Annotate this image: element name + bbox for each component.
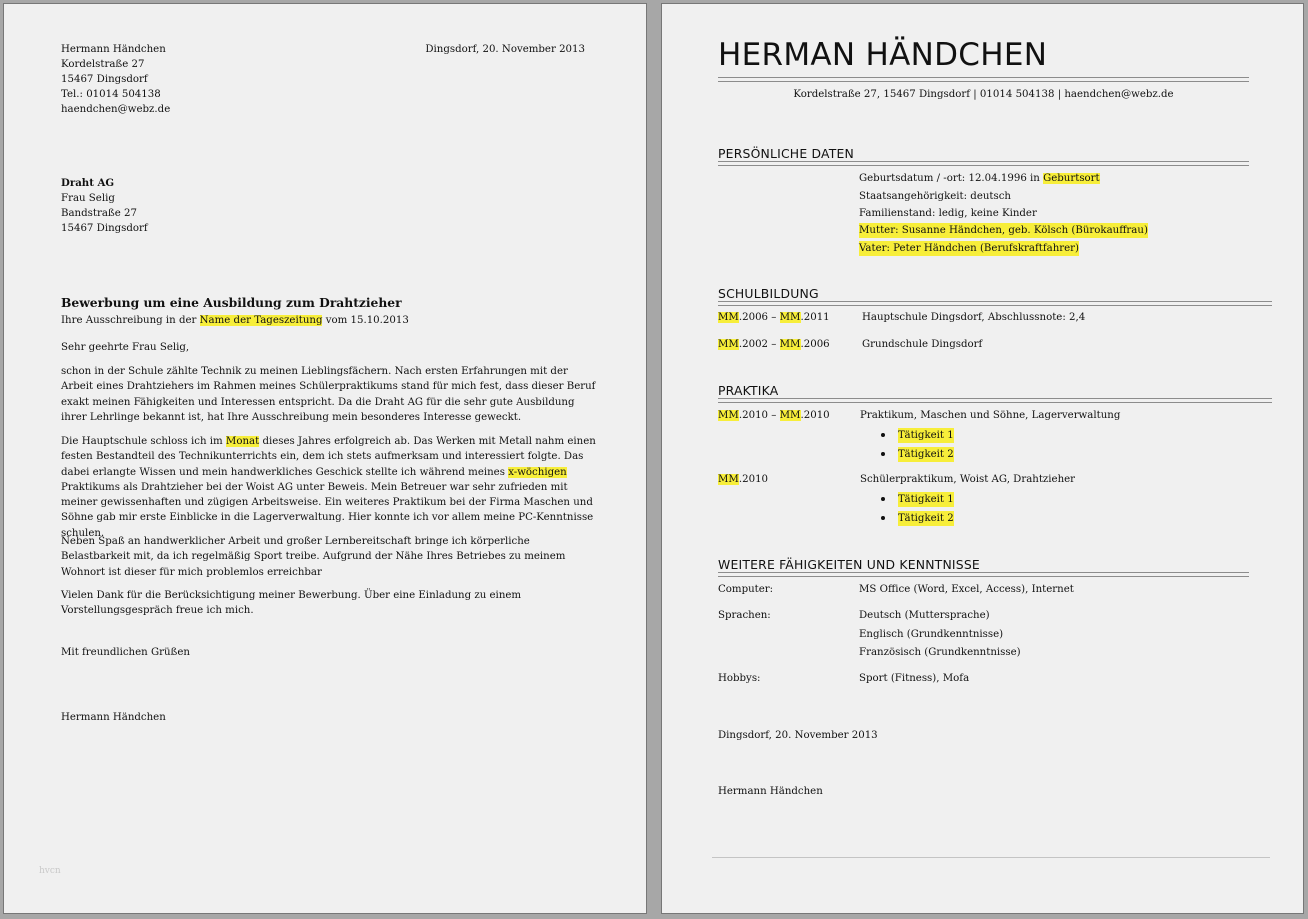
month-placeholder: MM xyxy=(779,312,801,323)
hobbies-label: Hobbys: xyxy=(718,673,761,684)
father-info: Vater: Peter Händchen (Berufskraftfahrer) xyxy=(859,243,1079,254)
section-rule-school xyxy=(718,301,1272,306)
languages-label: Sprachen: xyxy=(718,610,771,621)
computer-skills: MS Office (Word, Excel, Access), Internet xyxy=(859,584,1074,595)
page-footer: hvcn xyxy=(39,866,61,876)
recipient-street: Bandstraße 27 xyxy=(61,208,137,219)
subject-reference xyxy=(61,313,409,328)
cv-signature: Hermann Händchen xyxy=(718,786,823,797)
year-text: .2006 xyxy=(800,339,830,350)
bullet-icon xyxy=(881,497,885,501)
weeks-placeholder: x-wöchigen xyxy=(508,466,567,478)
internship-2-text: Schülerpraktikum, Woist AG, Drahtzieher xyxy=(860,474,1076,485)
contact-line: Kordelstraße 27, 15467 Dingsdorf | 01014 504138 | haendchen@webz.de xyxy=(793,89,1174,100)
recipient-contact: Frau Selig xyxy=(61,193,115,204)
sender-phone: Tel.: 01014 504138 xyxy=(61,89,161,100)
month-placeholder: MM xyxy=(718,312,739,323)
paragraph-1: schon in der Schule zählte Technik zu meinen Lieblingsfächern. Nach ersten Erfahrungen mit der Arbeit eines Drahtziehers im Rahmen meines Schülerpraktikums stand für mich fest, dass dieser Beruf exakt meinen Fähigkeiten und Interessen entspricht. Da die Draht AG für die sehr gute Ausbildung ihrer Lehrlinge bekannt ist, hat Ihre Ausschreibung mein besonderes Interesse geweckt. xyxy=(61,366,596,423)
reference-text: Ihre Ausschreibung in der xyxy=(61,315,200,326)
section-title-school: SCHULBILDUNG xyxy=(718,286,819,301)
internship-1-task-2: Tätigkeit 2 xyxy=(898,449,954,460)
year-text: .2010 xyxy=(800,410,830,421)
year-text: .2010 – xyxy=(738,410,780,421)
paragraph-2-text-c: Praktikums als Drahtzieher bei der Woist AG unter Beweis. Mein Betreuer war sehr zufrieden mit meiner gewissenhaften und zügigen Arbeitsweise. Ein weiteres Praktikum bei der Firma Maschen und Söhne gab mir erste Einblicke in die Lagerverwaltung. Hier konnte ich vor allem meine PC-Kenntnisse schulen. xyxy=(61,481,594,539)
sender-name: Hermann Händchen xyxy=(61,44,166,55)
month-placeholder: MM xyxy=(718,474,739,485)
bullet-icon xyxy=(881,433,885,437)
internship-2-dates xyxy=(718,472,768,487)
year-text: .2011 xyxy=(800,312,830,323)
internship-2-task-2: Tätigkeit 2 xyxy=(898,513,954,524)
birth-date: Geburtsdatum / -ort: 12.04.1996 in xyxy=(859,173,1044,184)
language-2: Englisch (Grundkenntnisse) xyxy=(859,629,1004,640)
bullet-icon xyxy=(881,516,885,520)
section-rule-personal xyxy=(718,161,1249,166)
month-placeholder: Monat xyxy=(225,436,260,447)
sender-city: 15467 Dingsdorf xyxy=(61,74,148,85)
salutation: Sehr geehrte Frau Selig, xyxy=(61,342,190,353)
paragraph-2-text-b: dieses Jahres erfolgreich ab. Das Werken mit Metall nahm einen festen Bestandteil des Technikunterrichts ein, dem ich stets aufmerksam und interessiert folgte. Das dabei erlangte Wissen und mein handwerkliches Geschick stellte ich während meines xyxy=(61,436,596,478)
internship-1-text: Praktikum, Maschen und Söhne, Lagerverwaltung xyxy=(860,410,1121,421)
internship-1-dates xyxy=(718,408,830,423)
internship-1-task-1: Tätigkeit 1 xyxy=(898,430,954,441)
month-placeholder: MM xyxy=(779,339,801,350)
year-text: .2010 xyxy=(738,474,769,485)
recipient-company: Draht AG xyxy=(61,177,115,189)
paragraph-2-text-a: Die Hauptschule schloss ich im xyxy=(61,436,226,447)
birthplace-placeholder: Geburtsort xyxy=(1043,173,1100,184)
name-divider xyxy=(718,77,1249,82)
recipient-city: 15467 Dingsdorf xyxy=(61,223,148,234)
mother-info: Mutter: Susanne Händchen, geb. Kölsch (Bürokauffrau) xyxy=(859,225,1148,236)
internship-2-task-1: Tätigkeit 1 xyxy=(898,494,954,505)
section-rule-internships xyxy=(718,398,1272,403)
hobbies: Sport (Fitness), Mofa xyxy=(859,673,970,684)
birth-line xyxy=(859,171,1100,186)
year-text: .2002 – xyxy=(738,339,780,350)
letter-subject: Bewerbung um eine Ausbildung zum Drahtzieher xyxy=(61,295,402,310)
family-status: Familienstand: ledig, keine Kinder xyxy=(859,208,1037,219)
school-row-2-dates xyxy=(718,337,830,352)
closing: Mit freundlichen Grüßen xyxy=(61,647,190,658)
section-title-skills: WEITERE FÄHIGKEITEN UND KENNTNISSE xyxy=(718,557,980,572)
paragraph-2 xyxy=(61,434,601,541)
bullet-icon xyxy=(881,452,885,456)
cover-letter-page xyxy=(3,3,647,914)
paragraph-4: Vielen Dank für die Berücksichtigung meiner Bewerbung. Über eine Einladung zu einem Vorstellungsgespräch freue ich mich. xyxy=(61,590,522,617)
month-placeholder: MM xyxy=(718,339,739,350)
language-1: Deutsch (Muttersprache) xyxy=(859,610,990,621)
paragraph-3: Neben Spaß an handwerklicher Arbeit und großer Lernbereitschaft bringe ich körperliche Belastbarkeit mit, da ich regelmäßig Sport treibe. Aufgrund der Nähe Ihres Betriebes zu meinem Wohnort ist dieser für mich problemlos erreichbar xyxy=(61,536,566,578)
section-rule-skills xyxy=(718,572,1249,577)
computer-label: Computer: xyxy=(718,584,774,595)
cv-name: HERMAN HÄNDCHEN xyxy=(718,37,1048,73)
cv-date: Dingsdorf, 20. November 2013 xyxy=(718,730,878,741)
footer-rule xyxy=(712,857,1270,858)
month-placeholder: MM xyxy=(718,410,739,421)
newspaper-placeholder: Name der Tageszeitung xyxy=(199,315,323,326)
language-3: Französisch (Grundkenntnisse) xyxy=(859,647,1021,658)
sender-street: Kordelstraße 27 xyxy=(61,59,145,70)
year-text: .2006 – xyxy=(738,312,780,323)
school-row-2-text: Grundschule Dingsdorf xyxy=(862,339,983,350)
section-title-personal: PERSÖNLICHE DATEN xyxy=(718,146,854,161)
school-row-1-text: Hauptschule Dingsdorf, Abschlussnote: 2,4 xyxy=(862,312,1086,323)
cv-page xyxy=(661,3,1304,914)
month-placeholder: MM xyxy=(779,410,801,421)
nationality: Staatsangehörigkeit: deutsch xyxy=(859,191,1011,202)
sender-email: haendchen@webz.de xyxy=(61,104,171,115)
letter-signature: Hermann Händchen xyxy=(61,712,166,723)
section-title-internships: PRAKTIKA xyxy=(718,383,779,398)
reference-date: vom 15.10.2013 xyxy=(322,315,409,326)
letter-date: Dingsdorf, 20. November 2013 xyxy=(425,44,585,55)
school-row-1-dates xyxy=(718,310,830,325)
